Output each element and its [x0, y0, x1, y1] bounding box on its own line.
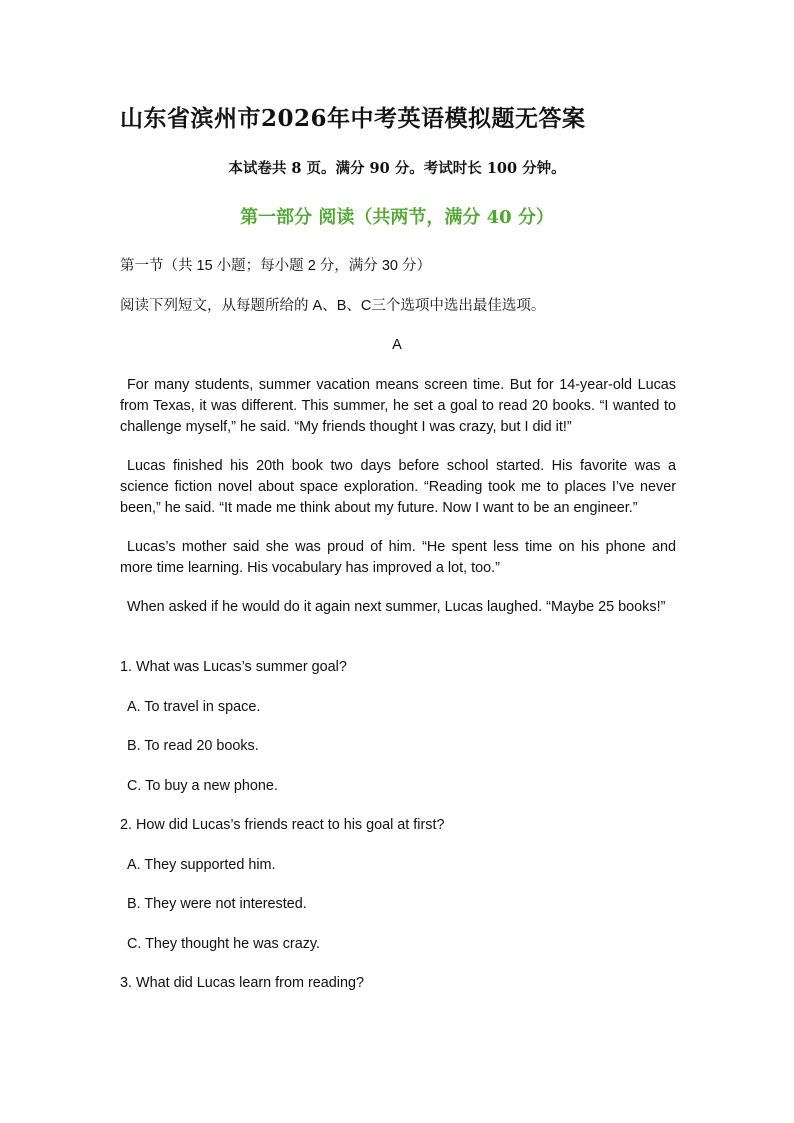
question-1: 1. What was Lucas’s summer goal?: [120, 659, 347, 675]
question-2: 2. How did Lucas’s friends react to his goal at first?: [120, 817, 445, 833]
question-2-option-c: C. They thought he was crazy.: [127, 936, 321, 952]
reading-instruction: 阅读下列短文，从每题所给的 A、B、C三个选项中选出最佳选项。: [120, 298, 546, 314]
question-1-option-c: C. To buy a new phone.: [127, 778, 278, 794]
question-1-option-a: A. To travel in space.: [127, 699, 261, 715]
passage-paragraph-2: Lucas finished his 20th book two days before school started. His favorite was a science fiction novel about space exploration. “Reading took me to places I’ve never been,” he said. “It made me think about my future. Now I want to be an engineer.”: [120, 458, 676, 516]
passage-paragraph-3: Lucas’s mother said she was proud of him. “He spent less time on his phone and more time learning. His vocabulary has improved a lot, too.”: [120, 539, 676, 576]
passage-paragraph-4: When asked if he would do it again next summer, Lucas laughed. “Maybe 25 books!”: [127, 599, 666, 615]
question-2-option-a: A. They supported him.: [127, 857, 276, 873]
exam-title: 山东省滨州市2026年中考英语模拟题无答案: [120, 105, 586, 132]
question-1-option-b: B. To read 20 books.: [127, 738, 259, 754]
question-2-option-b: B. They were not interested.: [127, 896, 307, 912]
question-3: 3. What did Lucas learn from reading?: [120, 975, 364, 991]
section-one-heading: 第一节（共 15 小题；每小题 2 分，满分 30 分）: [120, 258, 431, 274]
part-one-heading: 第一部分 阅读（共两节，满分 40 分）: [240, 207, 554, 228]
exam-subtitle: 本试卷共 8 页。满分 90 分。考试时长 100 分钟。: [228, 160, 566, 177]
passage-paragraph-1: For many students, summer vacation means screen time. But for 14-year-old Lucas from Texas, it was different. This summer, he set a goal to read 20 books. “I wanted to challenge myself,” he said. “My friends thought I was crazy, but I did it!”: [120, 377, 676, 435]
passage-label: A: [392, 337, 402, 353]
